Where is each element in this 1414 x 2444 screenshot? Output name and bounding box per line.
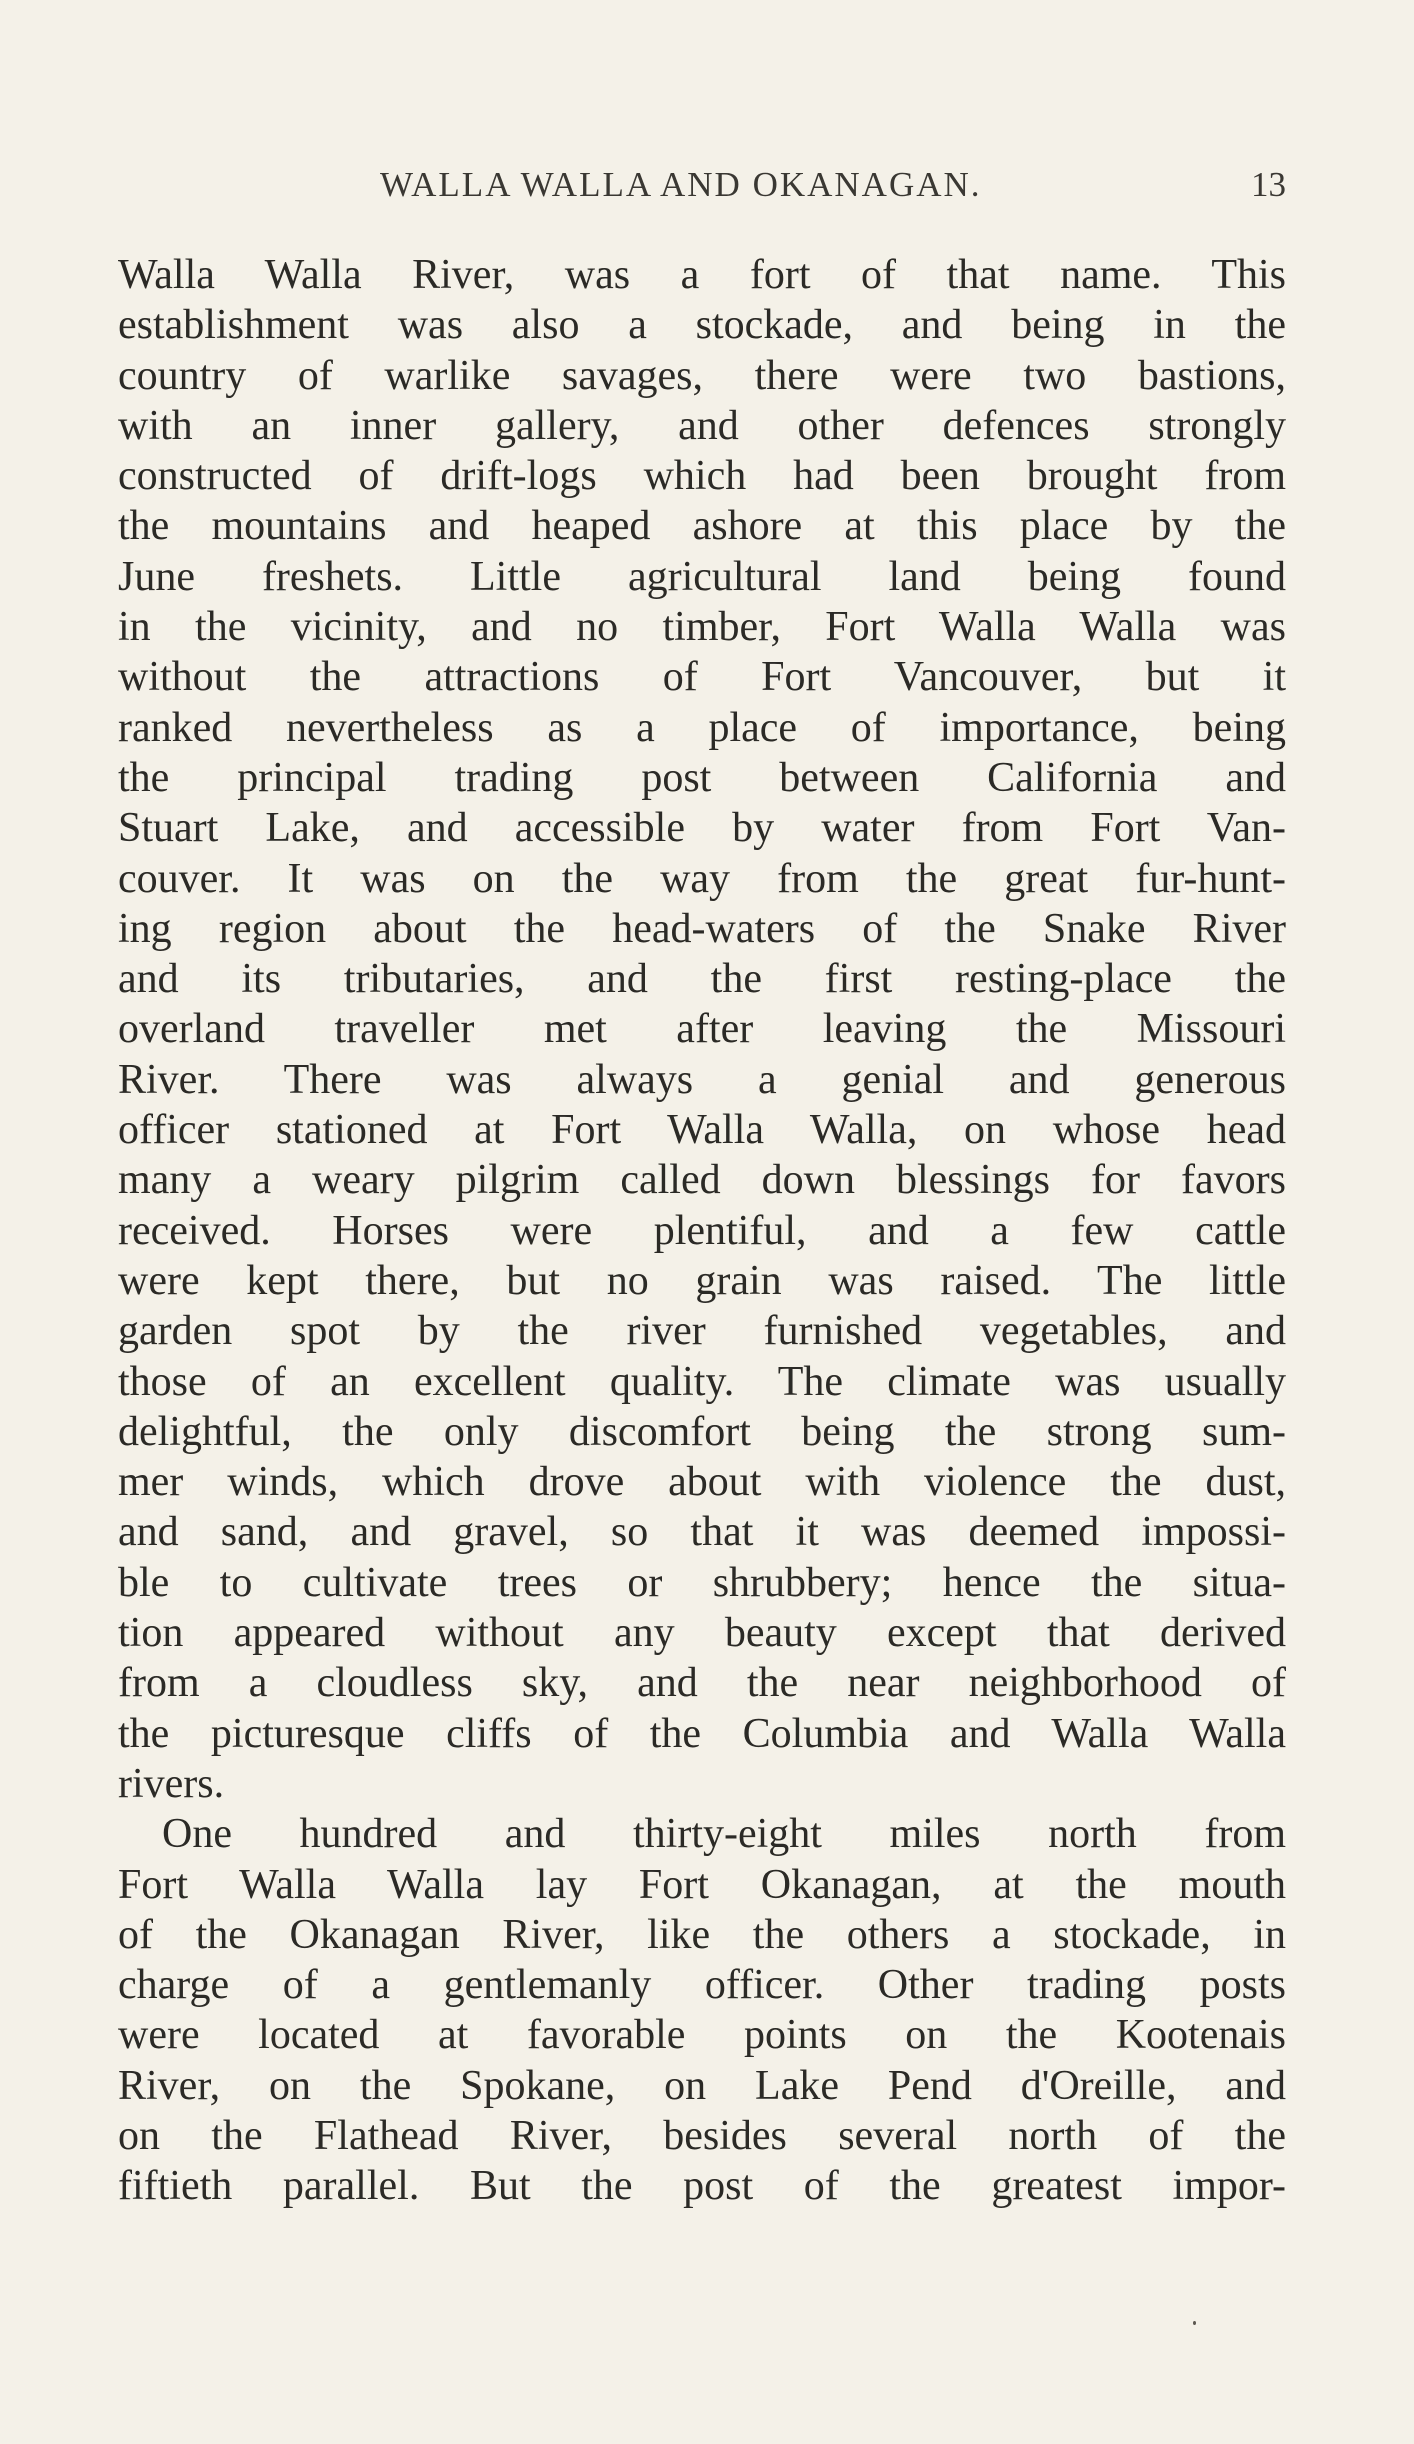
text-line: with an inner gallery, and other defences strongly bbox=[118, 402, 1286, 449]
text-line: officer stationed at Fort Walla Walla, on whose head bbox=[118, 1107, 1286, 1154]
text-line: of the Okanagan River, like the others a stockade, in bbox=[118, 1911, 1286, 1958]
text-line: River, on the Spokane, on Lake Pend d'Oreille, and bbox=[118, 2062, 1286, 2109]
text-line: were kept there, but no grain was raised. The little bbox=[118, 1257, 1286, 1304]
text-line: ing region about the head-waters of the Snake River bbox=[118, 905, 1286, 952]
text-line: the principal trading post between California and bbox=[118, 754, 1286, 801]
text-line: ble to cultivate trees or shrubbery; hence the situa- bbox=[118, 1559, 1286, 1606]
text-line: country of warlike savages, there were two bastions, bbox=[118, 352, 1286, 399]
text-line: Stuart Lake, and accessible by water from Fort Van- bbox=[118, 805, 1286, 852]
text-line: and sand, and gravel, so that it was deemed impossi- bbox=[118, 1509, 1286, 1556]
text-line: couver. It was on the way from the great fur-hunt- bbox=[118, 855, 1286, 902]
text-line: Walla Walla River, was a fort of that name. This bbox=[118, 252, 1286, 298]
text-line: garden spot by the river furnished vegetables, and bbox=[118, 1308, 1286, 1355]
text-line: the mountains and heaped ashore at this place by the bbox=[118, 503, 1286, 550]
text-line: tion appeared without any beauty except that derived bbox=[118, 1610, 1286, 1657]
text-line: establishment was also a stockade, and being in the bbox=[118, 302, 1286, 349]
paragraph-start-line: One hundred and thirty-eight miles north from bbox=[162, 1811, 1286, 1858]
text-line: from a cloudless sky, and the near neighborhood of bbox=[118, 1660, 1286, 1707]
text-line: and its tributaries, and the first resting-place the bbox=[118, 956, 1286, 1003]
text-line: fiftieth parallel. But the post of the greatest impor- bbox=[118, 2163, 1286, 2210]
body-text bbox=[118, 250, 1286, 2212]
page-number: 13 bbox=[1251, 165, 1286, 204]
text-line: June freshets. Little agricultural land being found bbox=[118, 553, 1286, 600]
running-head bbox=[118, 165, 1286, 209]
text-line: constructed of drift-logs which had been brought from bbox=[118, 453, 1286, 500]
running-title: WALLA WALLA AND OKANAGAN. bbox=[380, 165, 982, 204]
ink-speck bbox=[1193, 2321, 1196, 2325]
text-line: ranked nevertheless as a place of importance, being bbox=[118, 704, 1286, 751]
text-line: delightful, the only discomfort being the strong sum- bbox=[118, 1408, 1286, 1455]
text-line: Fort Walla Walla lay Fort Okanagan, at the mouth bbox=[118, 1861, 1286, 1908]
text-line: mer winds, which drove about with violence the dust, bbox=[118, 1459, 1286, 1506]
text-line: many a weary pilgrim called down blessings for favors bbox=[118, 1157, 1286, 1204]
text-line: received. Horses were plentiful, and a few cattle bbox=[118, 1207, 1286, 1254]
text-line: the picturesque cliffs of the Columbia and Walla Walla bbox=[118, 1710, 1286, 1757]
text-line: were located at favorable points on the Kootenais bbox=[118, 2012, 1286, 2059]
text-line: River. There was always a genial and generous bbox=[118, 1056, 1286, 1103]
text-line: overland traveller met after leaving the Missouri bbox=[118, 1006, 1286, 1053]
text-line: charge of a gentlemanly officer. Other trading posts bbox=[118, 1962, 1286, 2009]
paragraph-end-line: rivers. bbox=[118, 1760, 225, 1807]
text-line: those of an excellent quality. The climate was usually bbox=[118, 1358, 1286, 1405]
text-line: on the Flathead River, besides several north of the bbox=[118, 2112, 1286, 2159]
text-line: in the vicinity, and no timber, Fort Walla Walla was bbox=[118, 604, 1286, 651]
text-line: without the attractions of Fort Vancouver, but it bbox=[118, 654, 1286, 701]
